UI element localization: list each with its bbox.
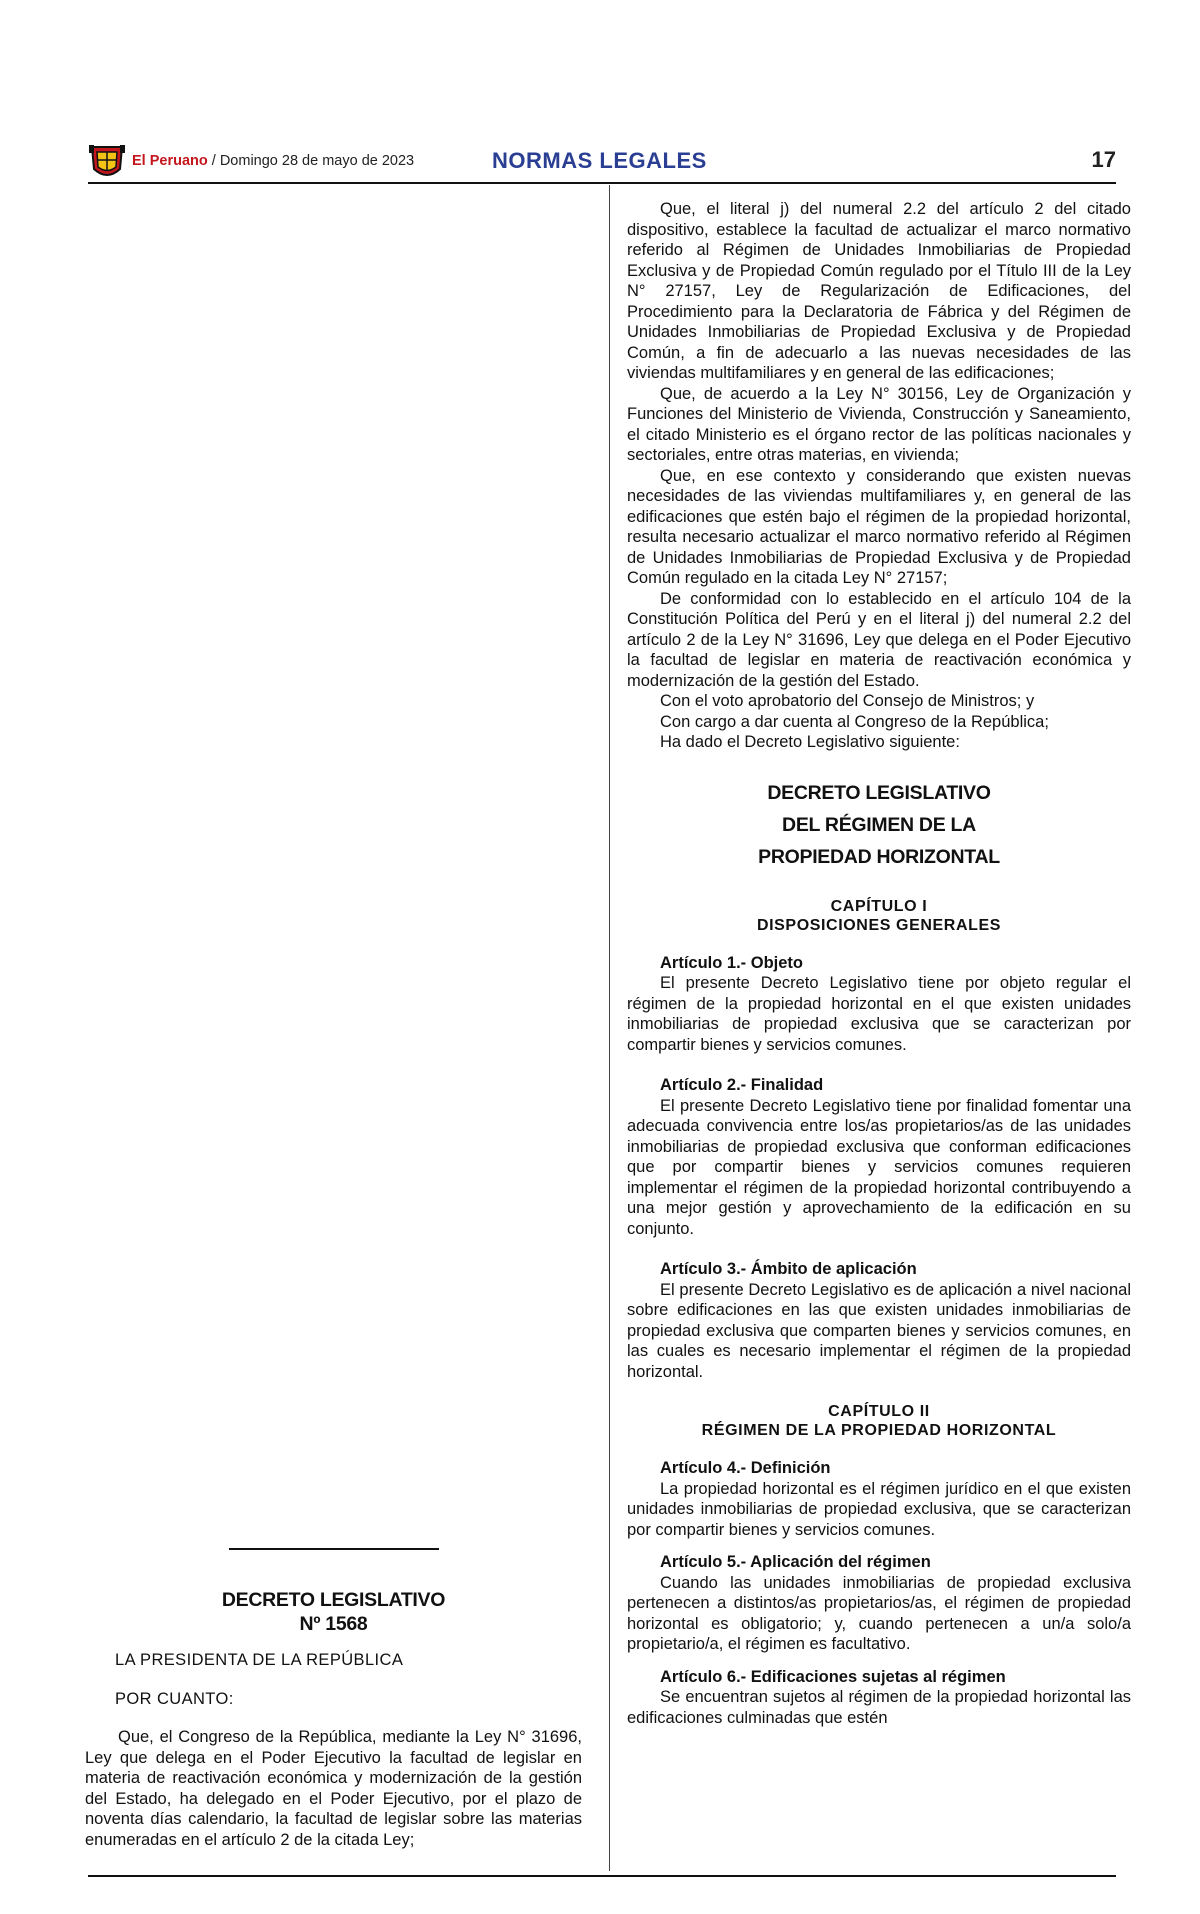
separator-rule bbox=[229, 1548, 439, 1550]
article-title: Artículo 5.- Aplicación del régimen bbox=[660, 1553, 931, 1571]
article bbox=[627, 1458, 1131, 1540]
article bbox=[627, 953, 1131, 1056]
article-title: Artículo 1.- Objeto bbox=[660, 953, 804, 972]
article-text: La propiedad horizontal es el régimen jurídico en el que existen unidades inmobiliarias de propiedad exclusiva, que se caracterizan por compartir bienes y servicios comunes. bbox=[627, 1479, 1131, 1539]
article-text: El presente Decreto Legislativo tiene por finalidad fomentar una adecuada convivencia entre los/as propietarios/as de las unidades inmobiliarias de propiedad exclusiva que conforman edificaciones que por compartir bienes y servicios comunes requieren implementar el régimen de la propiedad horizontal contribuyendo a una mejor gestión y aprovechamiento de la edificación en su conjunto. bbox=[627, 1096, 1131, 1238]
page-header bbox=[88, 143, 1116, 181]
article-text: Se encuentran sujetos al régimen de la propiedad horizontal las edificaciones culminadas que estén bbox=[627, 1688, 1131, 1727]
peru-coat-of-arms-icon bbox=[88, 143, 126, 181]
article bbox=[627, 1259, 1131, 1382]
decree-heading-line: PROPIEDAD HORIZONTAL bbox=[758, 845, 1000, 868]
paragraph: Que, en ese contexto y considerando que existen nuevas necesidades de las viviendas multifamiliares y, en general de las edificaciones que estén bajo el régimen de la propiedad horizontal, resulta necesario actualizar el marco normativo referido al Régimen de Unidades Inmobiliarias de Propiedad Exclusiva y de Propiedad Común regulado en la citada Ley N° 27157; bbox=[627, 466, 1131, 587]
chapter-heading bbox=[627, 897, 1131, 935]
chapter-title: DISPOSICIONES GENERALES bbox=[756, 916, 1002, 934]
article-title: Artículo 4.- Definición bbox=[660, 1459, 831, 1477]
paragraph: Que, el literal j) del numeral 2.2 del artículo 2 del citado dispositivo, establece la facultad de actualizar el marco normativo referido al Régimen de Unidades Inmobiliarias de Propiedad Exclusiva y de Propiedad Común regulado por el Título III de la Ley N° 27157, Ley de Regularización de Edificaciones, del Procedimiento para la Declaratoria de Fábrica y del Régimen de Unidades Inmobiliarias de Propiedad Exclusiva y de Propiedad Común, a fin de adecuarlo a las nuevas necesidades de las viviendas multifamiliares y en general de las edificaciones; bbox=[627, 200, 1131, 382]
paragraph: De conformidad con lo establecido en el artículo 104 de la Constitución Política del Perú y en el literal j) del numeral 2.2 del artículo 2 de la Ley N° 31696, Ley que delega en el Poder Ejecutivo la facultad de legislar en materia de reactivación económica y modernización de la gestión del Estado. bbox=[627, 589, 1131, 690]
section-title: NORMAS LEGALES bbox=[492, 148, 707, 173]
president-line: LA PRESIDENTA DE LA REPÚBLICA bbox=[115, 1651, 404, 1669]
right-column bbox=[627, 199, 1131, 1740]
decree-title bbox=[85, 1588, 582, 1636]
decree-heading-line: DEL RÉGIMEN DE LA bbox=[782, 813, 976, 836]
decree-title-line: DECRETO LEGISLATIVO bbox=[221, 1589, 446, 1611]
chapter-number: CAPÍTULO I bbox=[830, 897, 928, 915]
chapter-heading bbox=[627, 1402, 1131, 1440]
decree-heading-line: DECRETO LEGISLATIVO bbox=[767, 781, 991, 804]
column-divider bbox=[609, 185, 610, 1871]
left-column bbox=[85, 1548, 582, 1850]
paragraph: Con cargo a dar cuenta al Congreso de la República; bbox=[660, 712, 1049, 731]
article-title: Artículo 2.- Finalidad bbox=[660, 1076, 824, 1094]
brand-name: El Peruano bbox=[132, 153, 208, 169]
paragraph: Que, el Congreso de la República, mediante la Ley N° 31696, Ley que delega en el Poder Ejecutivo la facultad de legislar en materia de reactivación económica y modernización de la gestión del Estado, ha delegado en el Poder Ejecutivo, por el plazo de noventa días calendario, la facultad de legislar sobre las materias enumeradas en el artículo 2 de la citada Ley; bbox=[85, 1728, 582, 1849]
article bbox=[627, 1075, 1131, 1239]
article-title: Artículo 6.- Edificaciones sujetas al régimen bbox=[660, 1667, 1006, 1686]
article bbox=[627, 1667, 1131, 1729]
article-text: El presente Decreto Legislativo es de aplicación a nivel nacional sobre edificaciones en las que existen unidades inmobiliarias de propiedad exclusiva que comparten bienes y servicios comunes, en las cuales es necesario implementar el régimen de la propiedad horizontal. bbox=[627, 1280, 1131, 1381]
paragraph: Con el voto aprobatorio del Consejo de Ministros; y bbox=[660, 692, 1035, 710]
article-text: El presente Decreto Legislativo tiene por objeto regular el régimen de la propiedad horizontal en el que existen unidades inmobiliarias de propiedad exclusiva que se caracterizan por compartir bienes y servicios comunes. bbox=[627, 974, 1131, 1054]
chapter-number: CAPÍTULO II bbox=[828, 1403, 930, 1420]
article bbox=[627, 1552, 1131, 1655]
paragraph: Que, de acuerdo a la Ley N° 30156, Ley de Organización y Funciones del Ministerio de Vivienda, Construcción y Saneamiento, el citado Ministerio es el órgano rector de las políticas nacionales y sectoriales, entre otras materias, en vivienda; bbox=[627, 384, 1131, 464]
paragraph: Ha dado el Decreto Legislativo siguiente: bbox=[660, 733, 960, 751]
page-number: 17 bbox=[1091, 147, 1116, 172]
article-text: Cuando las unidades inmobiliarias de propiedad exclusiva pertenecen a distintos/as propietarios/as, el régimen de propiedad horizontal es obligatorio; y, cuando pertenecen a un/a solo/a propietario/a, el régimen es facultativo. bbox=[627, 1573, 1131, 1653]
decree-heading bbox=[627, 777, 1131, 873]
footer-rule bbox=[88, 1875, 1116, 1877]
masthead bbox=[132, 153, 414, 169]
article-title: Artículo 3.- Ámbito de aplicación bbox=[660, 1260, 917, 1278]
chapter-title: RÉGIMEN DE LA PROPIEDAD HORIZONTAL bbox=[701, 1422, 1057, 1439]
issue-date: / Domingo 28 de mayo de 2023 bbox=[207, 153, 415, 169]
header-rule bbox=[88, 182, 1116, 184]
por-cuanto: POR CUANTO: bbox=[115, 1689, 234, 1708]
decree-number: Nº 1568 bbox=[299, 1613, 368, 1635]
